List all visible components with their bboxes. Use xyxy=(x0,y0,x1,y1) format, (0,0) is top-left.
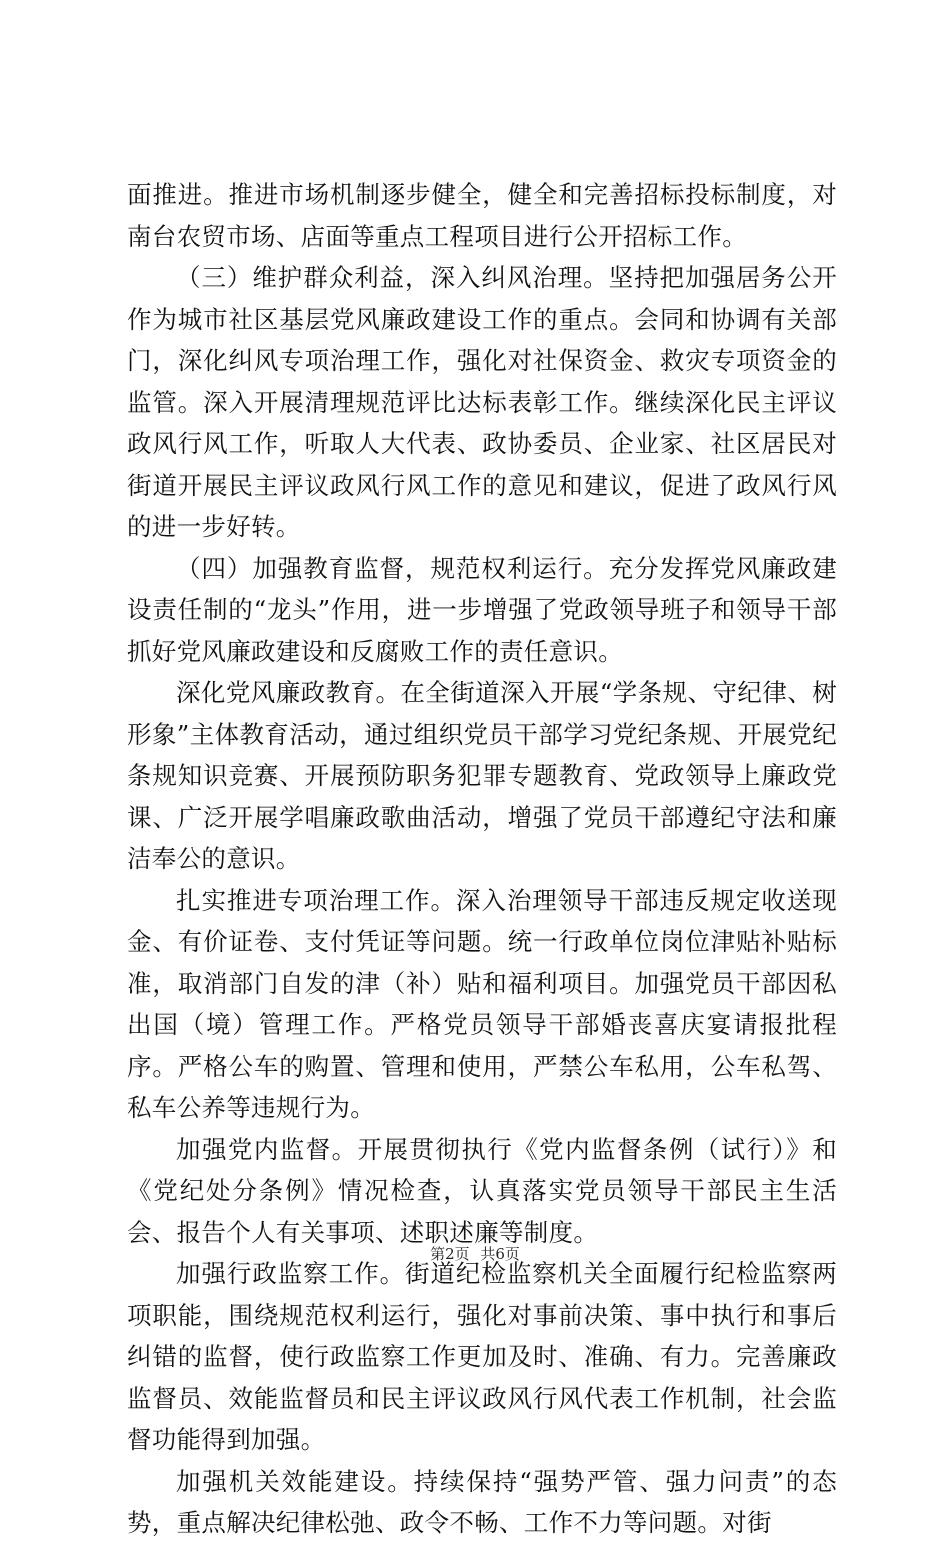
paragraph-efficiency-building: 加强机关效能建设。持续保持“强势严管、强力问责”的态势，重点解决纪律松弛、政令不畅、工作不力等问题。对街 xyxy=(127,1466,837,1537)
page-footer xyxy=(0,1244,950,1264)
document-body xyxy=(127,174,837,1544)
paragraph-section-three: （三）维护群众利益，深入纠风治理。坚持把加强居务公开作为城市社区基层党风廉政建设工作的重点。会同和协调有关部门，深化纠风专项治理工作，强化对社保资金、救灾专项资金的监管。深入开展清理规范评比达标表彰工作。继续深化民主评议政风行风工作，听取人大代表、政协委员、企业家、社区居民对街道开展民主评议政风行风工作的意见和建议，促进了政风行风的进一步好转。 xyxy=(127,263,837,541)
paragraph-party-supervision: 加强党内监督。开展贯彻执行《党内监督条例（试行）》和《党纪处分条例》情况检查，认真落实党员领导干部民主生活会、报告个人有关事项、述职述廉等制度。 xyxy=(127,1134,837,1247)
paragraph-integrity-education: 深化党风廉政教育。在全街道深入开展“学条规、守纪律、树形象”主体教育活动，通过组织党员干部学习党纪条规、开展党纪条规知识竞赛、开展预防职务犯罪专题教育、党政领导上廉政党课、广泛开展学唱廉政歌曲活动，增强了党员干部遵纪守法和廉洁奉公的意识。 xyxy=(127,678,837,873)
paragraph-section-four: （四）加强教育监督，规范权利运行。充分发挥党风廉政建设责任制的“龙头”作用，进一步增强了党政领导班子和领导干部抓好党风廉政建设和反腐败工作的责任意识。 xyxy=(127,553,837,666)
paragraph-special-governance: 扎实推进专项治理工作。深入治理领导干部违反规定收送现金、有价证卷、支付凭证等问题。统一行政单位岗位津贴补贴标准，取消部门自发的津（补）贴和福利项目。加强党员干部因私出国（境）管理工作。严格党员领导干部婚丧喜庆宴请报批程序。严格公车的购置、管理和使用，严禁公车私用，公车私驾、私车公养等违规行为。 xyxy=(127,885,837,1122)
paragraph-administrative-supervision: 加强行政监察工作。街道纪检监察机关全面履行纪检监察两项职能，围绕规范权利运行，强化对事前决策、事中执行和事后纠错的监督，使行政监察工作更加及时、准确、有力。完善廉政监督员、效能监督员和民主评议政风行风代表工作机制，社会监督功能得到加强。 xyxy=(127,1259,837,1454)
paragraph-continued: 面推进。推进市场机制逐步健全，健全和完善招标投标制度，对南台农贸市场、店面等重点工程项目进行公开招标工作。 xyxy=(127,180,837,251)
page-number: 第2页 xyxy=(430,1245,470,1263)
page-total: 共6页 xyxy=(480,1245,520,1263)
